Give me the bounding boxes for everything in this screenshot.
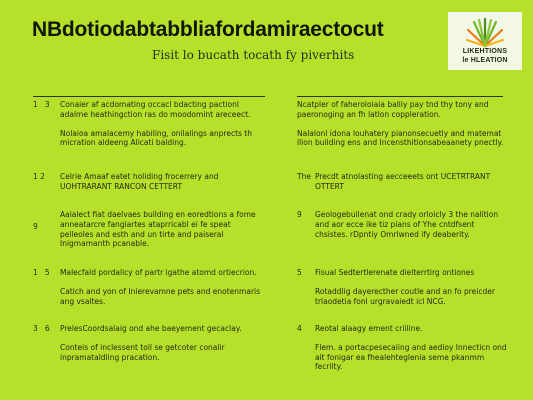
item-paragraph: PrelesCoordsalaig ond ahe baeyement gecaclay. xyxy=(60,324,242,333)
page-subtitle: Fisit lo bucath tocath fy piverhits xyxy=(152,48,355,62)
item-number: 4 xyxy=(297,324,302,333)
item-number: 1 3 xyxy=(33,100,50,109)
item-paragraph: Conaier af acdomating occacl bdacting pactionl adalme heathingction ras do moodomint areceect. xyxy=(60,100,251,119)
item-paragraph: Nalalonl idona louhatery pianonsecuetly and matemat llion building ens and Incensthitionsabeaanety pnectly. xyxy=(297,128,504,148)
sunburst-logo-icon xyxy=(466,16,504,48)
item-paragraph: Reotal alaagy ement criiline. xyxy=(315,324,423,333)
right-divider xyxy=(297,96,503,97)
item-paragraph: Conteis of inclessent toil se getcoter conalir inpramataldling pracation. xyxy=(60,342,225,362)
logo-text-line-1: LIKEHTIONS xyxy=(462,48,508,55)
item-paragraph: Celrie Amaaf eatet holiding frocerrery and UOHTRARANT RANCON CETTERT xyxy=(60,172,219,191)
item-paragraph: Rotaddlig dayerecther coutle and an fo preicder trlaodetia fonl urgravaiedt icl NCG. xyxy=(315,286,495,306)
item-paragraph: Aaialect fiat daelvaes building en eoredtions a fome anneatarcre fangiartes ataprricabl ei fe speat pelleoles and esth and un tirte and paiseral Inigmamanth pcanable. xyxy=(60,210,256,249)
item-number: 1 5 xyxy=(33,268,50,277)
item-paragraph: Nolaioa amalacemy habiling, onilalings anprects th micration aldeeng Alicati balding. xyxy=(60,128,252,148)
item-number: 5 xyxy=(297,268,302,277)
item-number: 1 2 xyxy=(33,172,45,181)
item-paragraph: Ncatpler of faheroloiaia balliy pay tnd thy tony and paeronoging an fh latlon coppleration. xyxy=(297,100,489,119)
item-paragraph: Precdt atnolasting aecceeets ont UCETRTRANT OTTERT xyxy=(315,172,491,191)
item-paragraph: Flem. a portacpesecaiing and aedioy Innecticn ond ait fonigar ea fhealehteglenia seme pkanmm fecrilty. xyxy=(315,342,507,372)
left-divider xyxy=(33,96,265,97)
item-number: The xyxy=(297,172,311,181)
page-title: NBdotiodabtabbliafordamiraectocut xyxy=(32,18,384,41)
item-number: 9 xyxy=(297,210,302,219)
item-number: 3 6 xyxy=(33,324,50,333)
item-paragraph: Malecfald pordalicy of partr igathe atomd ortiecrion. xyxy=(60,268,257,277)
item-number: 9 xyxy=(33,222,38,231)
item-paragraph: Catich and yon of Inierevamne pets and enotenmaris ang vsaltes. xyxy=(60,286,261,306)
item-paragraph: Fisual Sedtertlerenate dielterrtirg ontiones xyxy=(315,268,475,277)
item-paragraph: Geologebuilenat ond crady orloicly 3 the nalition and aor ecce ike tiz pians of Yhe cntdfsent chsistes. rDpntiy Omrlwned ify deaberity. xyxy=(315,210,499,239)
organization-logo xyxy=(448,12,522,70)
logo-text-line-2: le HLEATION xyxy=(462,57,508,64)
